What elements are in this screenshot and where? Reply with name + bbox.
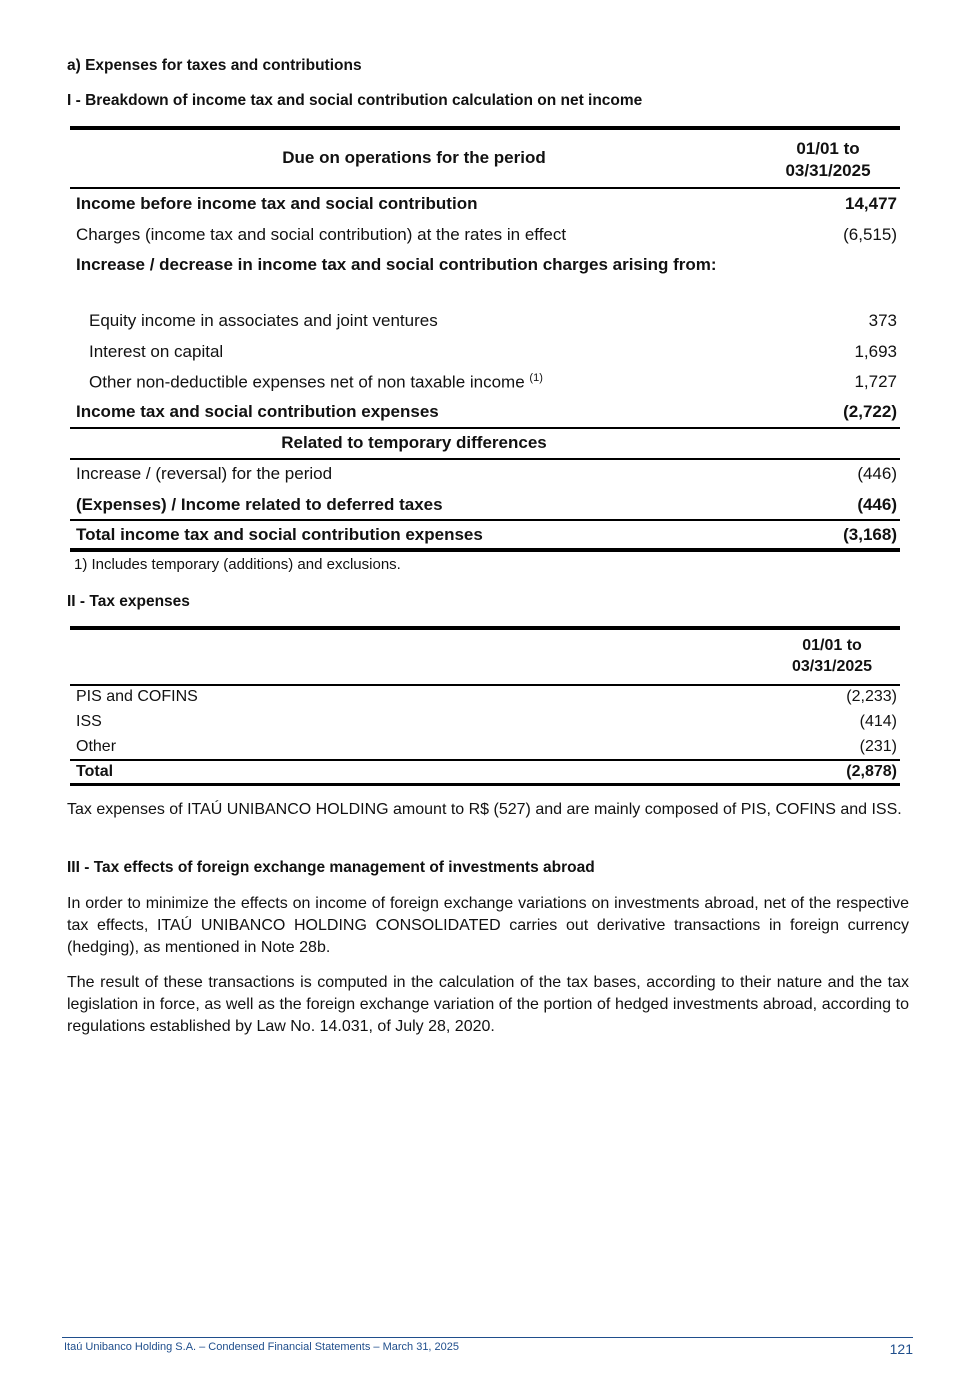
page-number: 121 <box>889 1341 913 1357</box>
section-ii-title: II - Tax expenses <box>67 593 190 610</box>
footer-text: Itaú Unibanco Holding S.A. – Condensed Financial Statements – March 31, 2025 <box>64 1341 460 1353</box>
row-value: (2,878) <box>846 762 897 780</box>
footnote-ref: (1) <box>529 371 543 384</box>
footer-rule <box>62 1337 913 1338</box>
divider <box>70 519 900 521</box>
row-label: Income before income tax and social contribution <box>76 194 478 213</box>
header-period <box>762 635 902 677</box>
row-label: Total <box>76 762 114 780</box>
table-row <box>70 761 900 782</box>
row-label: Interest on capital <box>89 342 224 361</box>
row-value: (2,233) <box>846 687 897 705</box>
section-a-title: a) Expenses for taxes and contributions <box>67 57 362 74</box>
divider <box>70 626 900 630</box>
table-row <box>70 711 900 732</box>
row-value: (446) <box>857 495 897 514</box>
row-label: Charges (income tax and social contribution) at the rates in effect <box>76 225 567 244</box>
paragraph: The result of these transactions is computed in the calculation of the tax bases, according to their nature and the tax legislation in force, as well as the foreign exchange variation of the portion of hedged investments abroad, according to regulations established by Law No. 14.031, of July 28, 2020. <box>67 974 909 1035</box>
row-label: Increase / (reversal) for the period <box>76 464 333 483</box>
row-label: Increase / decrease in income tax and social contribution charges arising from: <box>76 255 717 274</box>
row-value: 373 <box>868 311 897 330</box>
divider <box>70 187 900 189</box>
row-value: 14,477 <box>845 194 897 213</box>
row-value: (414) <box>859 712 897 730</box>
table-row <box>70 370 900 394</box>
row-value: 1,727 <box>854 372 897 391</box>
divider <box>70 783 900 786</box>
table-row <box>70 340 900 364</box>
row-value: (446) <box>857 464 897 483</box>
section-iii-title: III - Tax effects of foreign exchange management of investments abroad <box>67 859 595 876</box>
table-row <box>70 523 900 547</box>
period-line1: 01/01 to <box>802 637 862 654</box>
header-label: Due on operations for the period <box>282 148 546 167</box>
table-row <box>70 462 900 486</box>
row-value: (231) <box>859 737 897 755</box>
row-value: (3,168) <box>843 525 897 544</box>
divider <box>70 548 900 552</box>
divider <box>70 427 900 429</box>
period-line2: 03/31/2025 <box>785 161 871 180</box>
divider <box>70 458 900 460</box>
row-value: 1,693 <box>854 342 897 361</box>
subheader-row <box>70 431 758 455</box>
tax-expenses-note: Tax expenses of ITAÚ UNIBANCO HOLDING amount to R$ (527) and are mainly composed of PIS, COFINS and ISS. <box>67 801 902 818</box>
paragraph: In order to minimize the effects on income of foreign exchange variations on investments abroad, net of the respective tax effects, ITAÚ UNIBANCO HOLDING CONSOLIDATED carries out derivative transactions in foreign currency (hedging), as mentioned in Note 28b. <box>67 895 909 956</box>
table-row <box>70 493 900 517</box>
header-period <box>758 138 898 182</box>
divider <box>70 126 900 130</box>
table-row <box>70 400 900 424</box>
row-value: (6,515) <box>843 225 897 244</box>
period-line2: 03/31/2025 <box>791 658 873 675</box>
table-row <box>70 736 900 757</box>
section-i-title: I - Breakdown of income tax and social contribution calculation on net income <box>67 92 643 109</box>
row-label: Income tax and social contribution expenses <box>76 402 439 421</box>
table-row <box>70 309 900 333</box>
row-label: Other non-deductible expenses net of non taxable income <box>89 372 525 392</box>
footnote: 1) Includes temporary (additions) and exclusions. <box>74 556 401 573</box>
table-row <box>70 686 900 707</box>
row-label: ISS <box>76 712 102 730</box>
row-label: Total income tax and social contribution expenses <box>76 525 483 544</box>
row-value: (2,722) <box>843 402 897 421</box>
table-row <box>70 254 900 300</box>
row-label: PIS and COFINS <box>76 687 198 705</box>
row-label: Related to temporary differences <box>281 433 547 452</box>
row-label: (Expenses) / Income related to deferred taxes <box>76 495 443 514</box>
period-line1: 01/01 to <box>796 139 860 158</box>
table-row <box>70 223 900 247</box>
row-label: Other <box>76 737 117 755</box>
table-row <box>70 192 900 216</box>
row-label: Equity income in associates and joint ventures <box>89 311 438 330</box>
